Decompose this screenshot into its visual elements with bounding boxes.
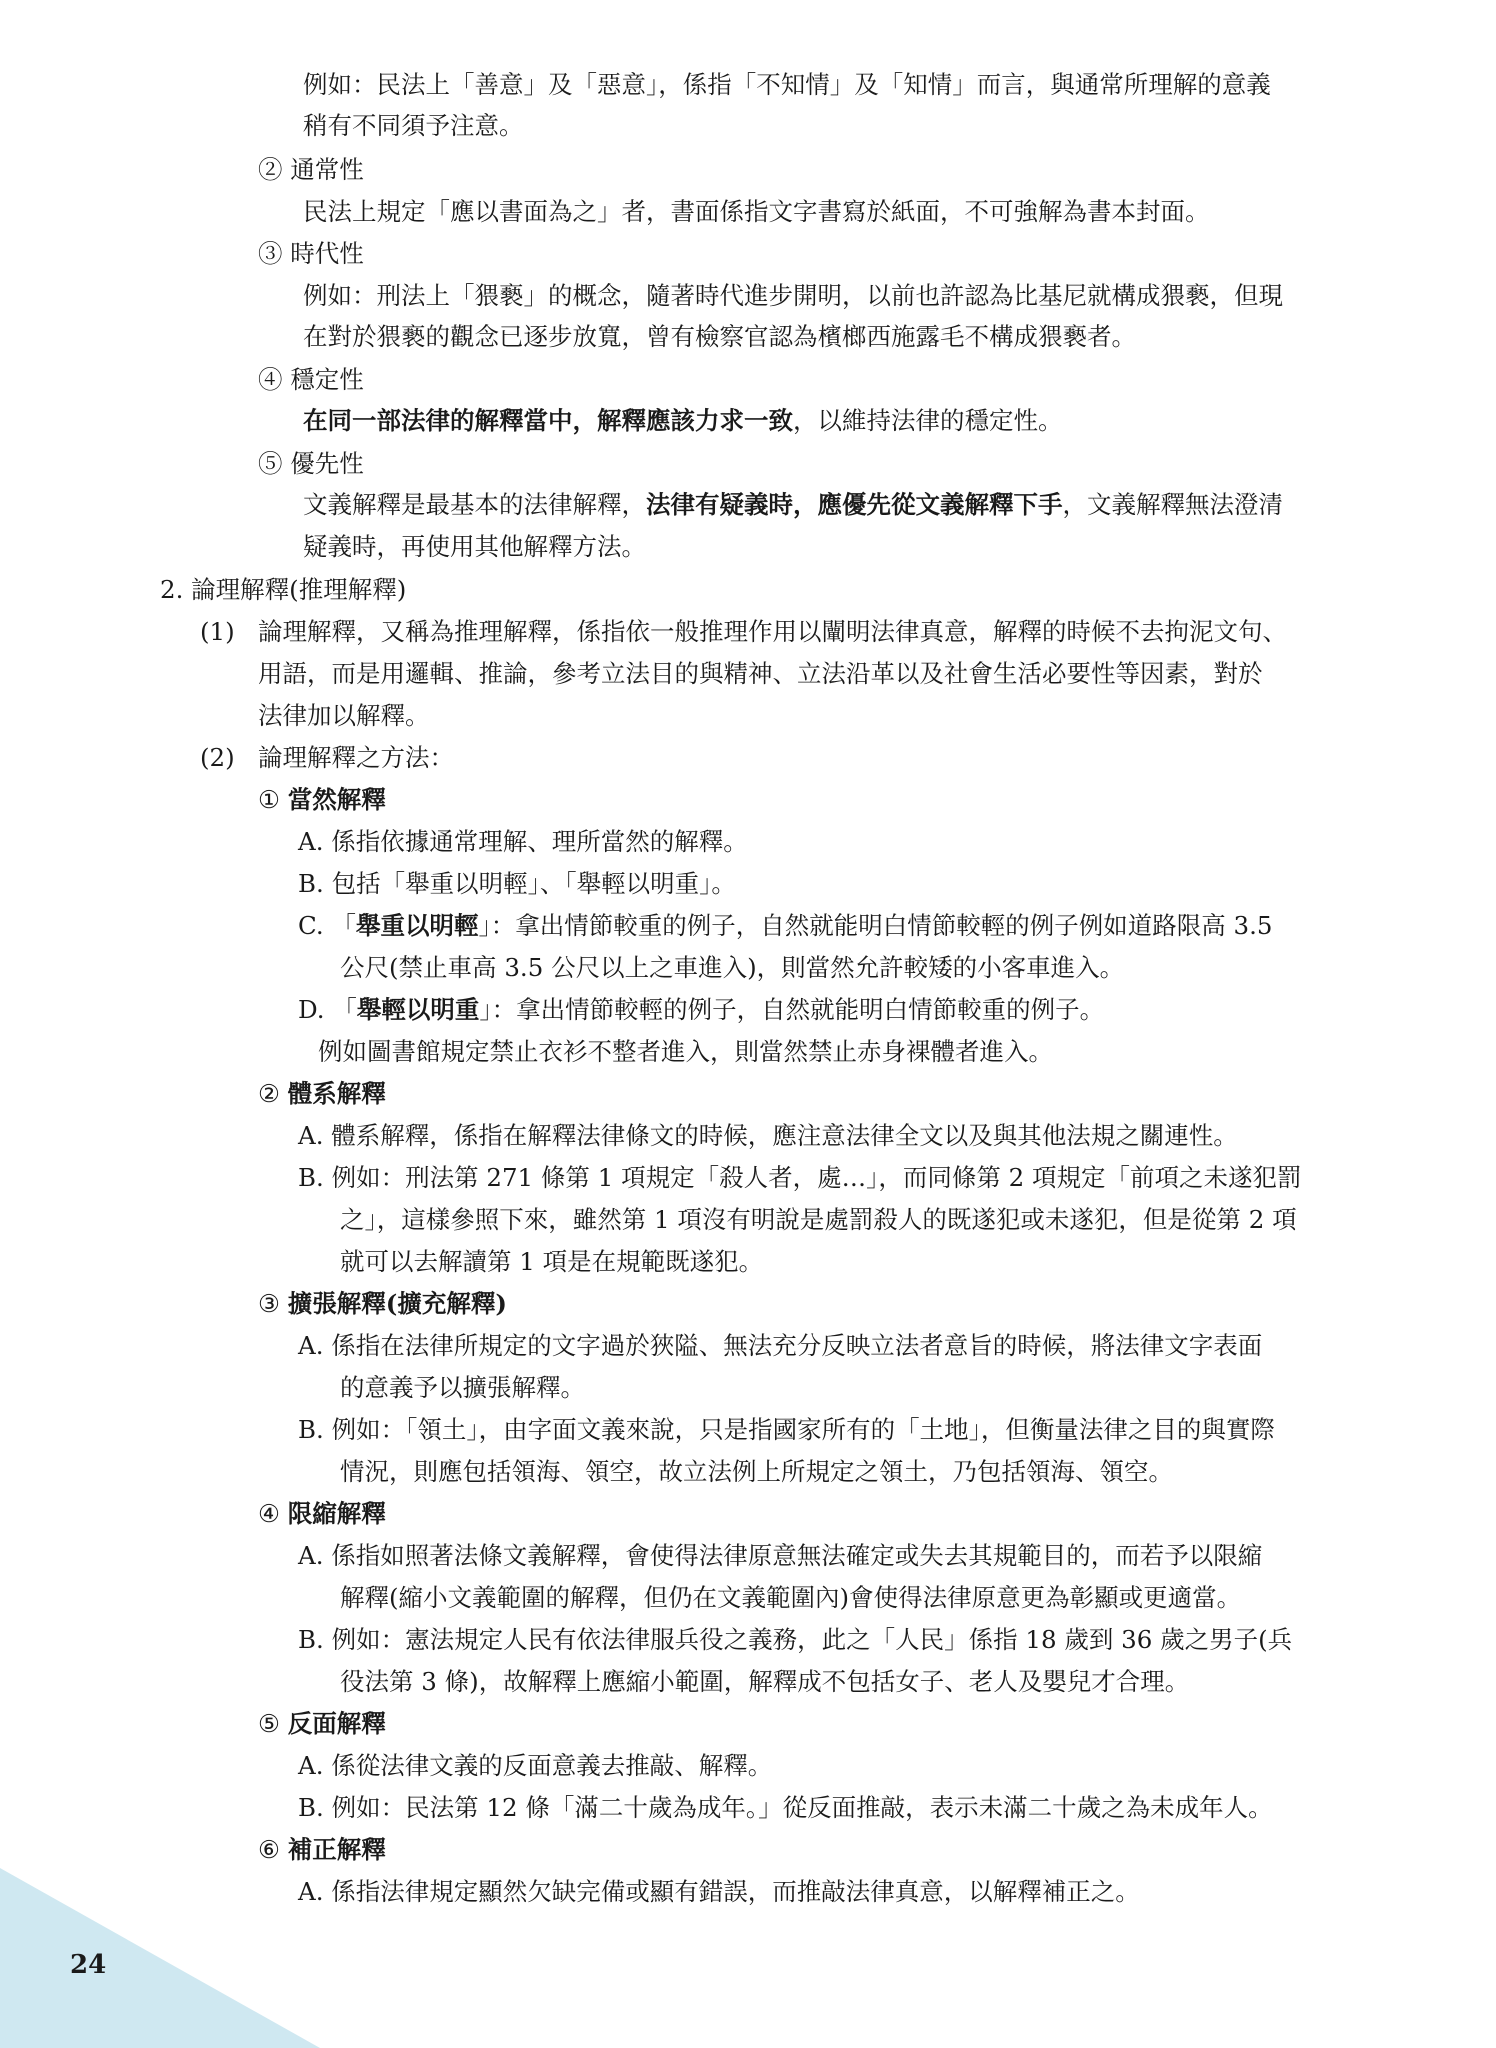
text-run: A. 體系解釋，係指在解釋法律條文的時候，應注意法律全文以及與其他法規之關連性。 [298,1121,1238,1150]
text-line [340,1661,1189,1703]
text-line [303,105,524,147]
text-run: 2. 論理解釋(推理解釋) [160,575,407,604]
text-line [258,1493,386,1535]
text-run: 論理解釋，又稱為推理解釋，係指依一般推理作用以闡明法律真意，解釋的時候不去拘泥文句、 [258,617,1287,646]
text-line [298,1745,772,1787]
text-line [298,821,748,863]
text-run: A. 係從法律文義的反面意義去推敲、解釋。 [298,1751,773,1780]
text-line [200,737,235,779]
text-line [258,779,386,821]
text-run: 」：拿出情節較重的例子，自然就能明白情節較輕的例子例如道路限高 3.5 [478,911,1273,940]
text-run: ① [258,785,288,814]
text-run: 役法第 3 條)，故解釋上應縮小範圍，解釋成不包括女子、老人及嬰兒才合理。 [340,1667,1190,1696]
text-run: ③ [258,1289,288,1318]
text-run: ⑤ 優先性 [258,449,364,478]
text-run: 情況，則應包括領海、領空，故立法例上所規定之領土，乃包括領海、領空。 [340,1457,1173,1486]
text-line [298,1535,1262,1577]
text-line [258,359,364,401]
text-line [258,233,364,275]
text-line [200,611,235,653]
text-line [298,1325,1262,1367]
text-line [258,737,454,779]
text-run: B. 例如：民法第 12 條「滿二十歲為成年。」從反面推敲，表示未滿二十歲之為未成年人。 [298,1793,1273,1822]
text-line [258,695,430,737]
bold-text: 補正解釋 [287,1835,386,1864]
text-run: ② [258,1079,288,1108]
text-run: ⑥ [258,1835,288,1864]
text-line [258,1703,386,1745]
text-line [298,1787,1273,1829]
text-run: 例如：刑法上「猥褻」的概念，隨著時代進步開明，以前也許認為比基尼就構成猥褻，但現 [303,281,1283,310]
text-line [303,484,1283,526]
text-line [303,191,1210,233]
text-line [258,149,364,191]
text-line [340,947,1124,989]
text-run: ③ 時代性 [258,239,364,268]
text-line [303,400,1063,442]
text-run: B. 例如：憲法規定人民有依法律服兵役之義務，此之「人民」係指 18 歲到 36 歲之男子(兵 [298,1625,1293,1654]
text-line [298,905,1272,947]
text-line [303,316,1136,358]
text-run: 例如圖書館規定禁止衣衫不整者進入，則當然禁止赤身裸體者進入。 [318,1037,1053,1066]
text-run: D. 「 [298,995,357,1024]
text-run: A. 係指在法律所規定的文字過於狹隘、無法充分反映立法者意旨的時候，將法律文字表面 [298,1331,1263,1360]
text-run: 之」，這樣參照下來，雖然第 1 項沒有明說是處罰殺人的既遂犯或未遂犯，但是從第 2 項 [340,1205,1297,1234]
bold-text: 舉重以明輕 [355,911,479,940]
text-line [303,526,646,568]
text-line [298,1619,1292,1661]
text-line [340,1241,763,1283]
text-line [298,989,1104,1031]
text-run: (1) [200,617,235,646]
text-line [318,1031,1053,1073]
text-line [298,1157,1302,1199]
text-run: ④ [258,1499,288,1528]
text-run: ⑤ [258,1709,288,1738]
bold-text: 當然解釋 [287,785,386,814]
text-run: ④ 穩定性 [258,365,364,394]
text-run: 用語，而是用邏輯、推論，參考立法目的與精神、立法沿革以及社會生活必要性等因素，對於 [258,659,1263,688]
bold-text: 限縮解釋 [287,1499,386,1528]
text-line [340,1367,585,1409]
text-line [258,1283,507,1325]
text-line [340,1199,1297,1241]
text-line [258,1073,386,1115]
text-run: 解釋(縮小文義範圍的解釋，但仍在文義範圍內)會使得法律原意更為彰顯或更適當。 [340,1583,1242,1612]
text-run: (2) [200,743,235,772]
text-line [160,569,406,611]
text-run: A. 係指如照著法條文義解釋，會使得法律原意無法確定或失去其規範目的，而若予以限縮 [298,1541,1263,1570]
text-line [258,653,1263,695]
text-line [258,443,364,485]
text-line [258,1829,386,1871]
page-number: 24 [70,1950,107,1980]
text-run: 論理解釋之方法： [258,743,454,772]
text-run: 文義解釋是最基本的法律解釋， [303,490,646,519]
text-run: C. 「 [298,911,356,940]
text-line [298,1871,1140,1913]
text-run: B. 包括「舉重以明輕」、「舉輕以明重」。 [298,869,736,898]
corner-triangle [0,1868,320,2048]
text-run: B. 例如：刑法第 271 條第 1 項規定「殺人者，處…」，而同條第 2 項規定「前項之未遂犯罰 [298,1163,1302,1192]
text-run: ② 通常性 [258,155,364,184]
text-run: 法律加以解釋。 [258,701,430,730]
text-run: ，文義解釋無法澄清 [1062,490,1283,519]
text-run: A. 係指法律規定顯然欠缺完備或顯有錯誤，而推敲法律真意，以解釋補正之。 [298,1877,1140,1906]
text-run: 的意義予以擴張解釋。 [340,1373,585,1402]
text-run: 公尺(禁止車高 3.5 公尺以上之車進入)，則當然允許較矮的小客車進入。 [340,953,1125,982]
bold-text: 反面解釋 [287,1709,386,1738]
text-run: 民法上規定「應以書面為之」者，書面係指文字書寫於紙面，不可強解為書本封面。 [303,197,1210,226]
text-line [340,1451,1173,1493]
text-line [298,1115,1238,1157]
text-run: 例如：民法上「善意」及「惡意」，係指「不知情」及「知情」而言，與通常所理解的意義 [303,70,1271,99]
text-run: 稍有不同須予注意。 [303,111,524,140]
text-run: A. 係指依據通常理解、理所當然的解釋。 [298,827,748,856]
bold-text: 舉輕以明重 [356,995,480,1024]
text-line [298,863,736,905]
text-line [258,611,1287,653]
text-line [298,1409,1275,1451]
text-run: 」：拿出情節較輕的例子，自然就能明白情節較重的例子。 [479,995,1105,1024]
text-run: 在對於猥褻的觀念已逐步放寬，曾有檢察官認為檳榔西施露毛不構成猥褻者。 [303,322,1136,351]
bold-text: 法律有疑義時，應優先從文義解釋下手 [646,490,1063,519]
bold-text: 擴張解釋(擴充解釋) [287,1289,507,1318]
bold-text: 在同一部法律的解釋當中，解釋應該力求一致 [303,406,793,435]
text-line [303,275,1283,317]
text-run: B. 例如：「領土」，由字面文義來說，只是指國家所有的「土地」，但衡量法律之目的與實際 [298,1415,1275,1444]
text-line [303,64,1271,106]
text-line [340,1577,1241,1619]
text-run: ，以維持法律的穩定性。 [793,406,1063,435]
text-run: 就可以去解讀第 1 項是在規範既遂犯。 [340,1247,764,1276]
text-run: 疑義時，再使用其他解釋方法。 [303,532,646,561]
bold-text: 體系解釋 [287,1079,386,1108]
